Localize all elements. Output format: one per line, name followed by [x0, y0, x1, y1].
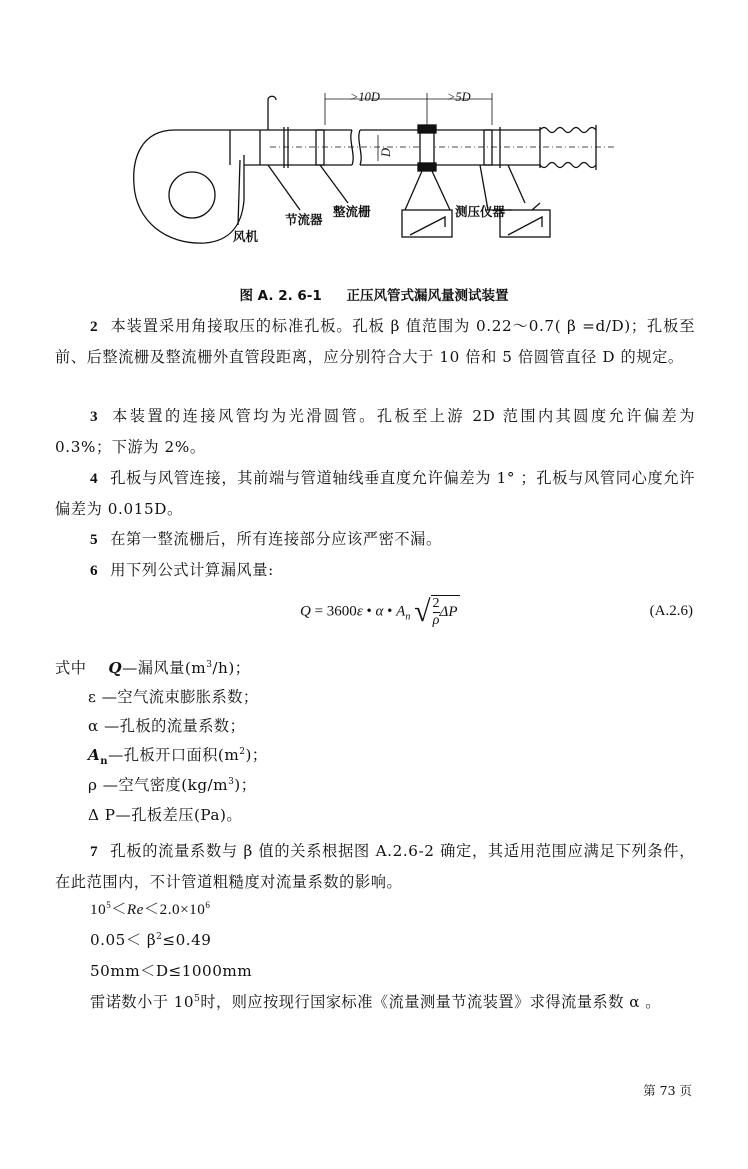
throttle-handle [268, 96, 276, 130]
item-number: 4 [90, 470, 99, 487]
paragraph-text: 孔板的流量系数与 β 值的关系根据图 A.2.6-2 确定，其适用范围应满足下列条件，在此范围内，不计管道粗糙度对流量系数的影响。 [55, 842, 695, 891]
condition-re: $10^5<Re<2.0\times 10^6$ [90, 899, 211, 918]
leak-rate-formula: Q = 3600ε • α • $A_n$ √ $\frac{2}{\rho}$ ΔP [300, 595, 458, 628]
paragraph-text: 本装置的连接风管均为光滑圆管。孔板至上游 2D 范围内其圆度允许偏差为 0.3%；下游为 2%。 [55, 407, 695, 456]
paragraph-3 [55, 401, 695, 462]
paragraph-4 [55, 463, 695, 524]
paragraph-6 [55, 555, 695, 586]
where-dp: Δ P—孔板差压(Pa)。 [88, 806, 243, 824]
where-q: 式中 Q—漏风量$(m^3/h)$； [55, 659, 251, 677]
paragraph-text: 本装置采用角接取压的标准孔板。孔板 β 值范围为 0.22～0.7( β =d/D)；孔板至前、后整流栅及整流栅外直管段距离，应分别符合大于 10 倍和 5 倍圆管直径 D 的规定。 [55, 317, 695, 366]
condition-beta: $0.05< \beta^2\le 0.49$ [90, 931, 212, 949]
label-straightener: 整流栅 [333, 204, 371, 219]
dim-10d-label: >10D [350, 90, 380, 104]
straightener-1 [316, 130, 324, 165]
paragraph-5 [55, 524, 695, 555]
figure-caption [0, 284, 748, 304]
paragraph-7 [55, 836, 695, 897]
equation-number: (A.2.6) [649, 603, 693, 619]
test-device-figure [120, 85, 620, 265]
orifice-plate [420, 128, 434, 167]
paragraph-text: 在第一整流栅后，所有连接部分应该严密不漏。 [110, 530, 442, 548]
item-number: 5 [90, 531, 99, 548]
condition-diameter: 50mm＜D≤1000mm [90, 962, 253, 980]
caption-text: 正压风管式漏风量测试装置 [346, 288, 509, 304]
where-rho: ρ —空气密度$(kg/m^3)$； [88, 776, 257, 794]
dim-5d-label: >5D [447, 90, 471, 104]
label-throttle: 节流器 [285, 212, 323, 227]
where-epsilon: ε —空气流束膨胀系数； [88, 688, 259, 706]
straightener-2 [484, 130, 492, 165]
page-number: 第 73 页 [643, 1083, 692, 1098]
paragraph-text: 用下列公式计算漏风量: [110, 561, 274, 579]
item-number: 7 [90, 843, 99, 860]
item-number: 2 [90, 318, 99, 335]
where-alpha: α —孔板的流量系数； [88, 717, 246, 735]
item-number: 6 [90, 562, 99, 579]
fan-housing [134, 130, 244, 243]
label-fan: 风机 [233, 229, 259, 244]
sqrt: √ $\frac{2}{\rho}$ ΔP [414, 595, 458, 628]
paragraph-text: 孔板与风管连接，其前端与管道轴线垂直度允许偏差为 1° ；孔板与风管同心度允许偏差为 0.015D。 [55, 469, 695, 518]
paragraph-2 [55, 311, 695, 372]
caption-number: 图 A. 2. 6-1 [239, 288, 322, 304]
label-manometer: 测压仪器 [455, 204, 506, 219]
where-an: $A_n—$孔板开口面积$(m^2)$； [88, 746, 268, 768]
condition-reynolds-note: 雷诺数小于 $10^5$时，则应按现行国家标准《流量测量节流装置》求得流量系数 α 。 [90, 993, 661, 1011]
fan-inlet [169, 172, 215, 218]
dim-d-label: D [379, 147, 394, 158]
item-number: 3 [90, 408, 99, 425]
